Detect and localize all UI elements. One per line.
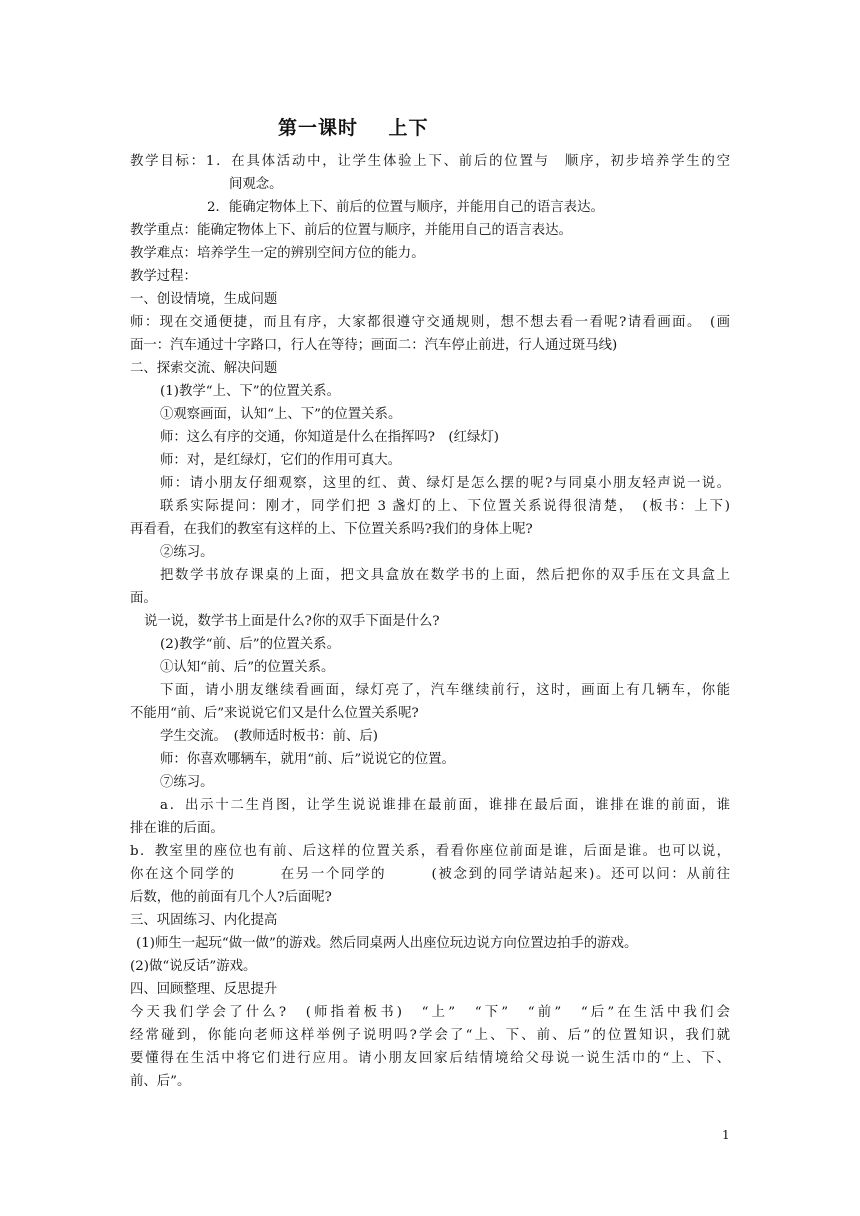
text-line: 不能用“前、后”来说说它们又是什么位置关系呢? — [130, 706, 419, 721]
text-line: 师：现在交通便捷，而且有序，大家都很遵守交通规则，想不想去看一看呢?请看画面。 (画 — [130, 315, 730, 330]
text-line: 把数学书放存课桌的上面，把文具盒放在数学书的上面，然后把你的双手压在文具盒上 — [160, 568, 730, 583]
text-line: a．出示十二生肖图，让学生说说谁排在最前面，谁排在最后面，谁排在谁的前面，谁 — [160, 798, 730, 813]
section-heading-2: 二、探索交流、解决问题 — [130, 361, 278, 376]
text-line: 排在谁的后面。 — [130, 821, 224, 836]
text-line: 今天我们学会了什么? (师指着板书) “上” “下” “前” “后”在生活中我们会 — [130, 1005, 730, 1020]
section-heading-4: 四、回顾整理、反思提升 — [130, 982, 278, 997]
text-line: ⑦练习。 — [160, 775, 214, 790]
text-line: ①观察画面，认知“上、下”的位置关系。 — [160, 407, 402, 422]
text-line: (1)师生一起玩“做一做”的游戏。然后同桌两人出座位玩边说方向位置边拍手的游戏。 — [136, 936, 638, 951]
objective-line-1: 教学目标：1．在具体活动中，让学生体验上下、前后的位置与 顺序，初步培养学生的空 — [130, 154, 730, 169]
text-line: (1)教学“上、下”的位置关系。 — [160, 384, 340, 399]
text-line: 经常碰到，你能向老师这样举例子说明吗?学会了“上、下、前、后”的位置知识，我们就 — [130, 1028, 730, 1043]
text-line: 师：请小朋友仔细观察，这里的红、黄、绿灯是怎么摆的呢?与同桌小朋友轻声说一说。 — [160, 476, 730, 491]
text-line: 面一：汽车通过十字路口，行人在等待；画面二：汽车停止前进，行人通过斑马线) — [130, 338, 618, 353]
text-line: 前、后”。 — [130, 1074, 191, 1089]
text-line: (2)教学“前、后”的位置关系。 — [160, 637, 340, 652]
text-line: 后数，他的前面有几个人?后面呢? — [130, 890, 332, 905]
text-line: 师：这么有序的交通，你知道是什么在指挥吗? (红绿灯) — [160, 430, 500, 445]
difficult-point: 教学难点：培养学生一定的辨别空间方位的能力。 — [130, 246, 425, 261]
process-heading: 教学过程： — [130, 269, 197, 284]
text-line: 下面，请小朋友继续看画面，绿灯亮了，汽车继续前行，这时，画面上有几辆车，你能 — [160, 683, 730, 698]
section-heading-3: 三、巩固练习、内化提高 — [130, 913, 278, 928]
key-point: 教学重点：能确定物体上下、前后的位置与顺序，并能用自己的语言表达。 — [130, 223, 572, 238]
text-line: 师：对，是红绿灯，它们的作用可真大。 — [160, 453, 402, 468]
text-line: 要懂得在生活中将它们进行应用。请小朋友回家后结情境给父母说一说生活巾的“上、下、 — [130, 1051, 730, 1066]
text-line: 师：你喜欢哪辆车，就用“前、后”说说它的位置。 — [160, 752, 455, 767]
text-line: 你在这个同学的 在另一个同学的 (被念到的同学请站起来)。还可以问：从前往 — [130, 867, 730, 882]
text-line: ①认知“前、后”的位置关系。 — [160, 660, 335, 675]
objective-line-2: 间观念。 — [229, 177, 283, 192]
objective-line-3: 2．能确定物体上下、前后的位置与顺序，并能用自己的语言表达。 — [207, 200, 604, 215]
text-line: (2)做“说反话”游戏。 — [130, 959, 257, 974]
page-title: 第一课时 上下 — [278, 117, 429, 139]
section-heading-1: 一、创设情境，生成问题 — [130, 292, 278, 307]
text-line: 再看看，在我们的教室有这样的上、下位置关系吗?我们的身体上呢? — [130, 522, 533, 537]
text-line: ②练习。 — [160, 545, 214, 560]
text-line: b．教室里的座位也有前、后这样的位置关系，看看你座位前面是谁，后面是谁。也可以说， — [130, 844, 730, 859]
text-line: 学生交流。 (教师适时板书：前、后) — [160, 729, 378, 744]
text-line: 面。 — [130, 591, 157, 606]
page-number: 1 — [722, 1128, 730, 1142]
text-line: 说一说，数学书上面是什么?你的双手下面是什么? — [144, 614, 440, 629]
text-line: 联系实际提问：刚才，同学们把 3 盏灯的上、下位置关系说得很清楚， (板书：上下) — [160, 499, 730, 514]
